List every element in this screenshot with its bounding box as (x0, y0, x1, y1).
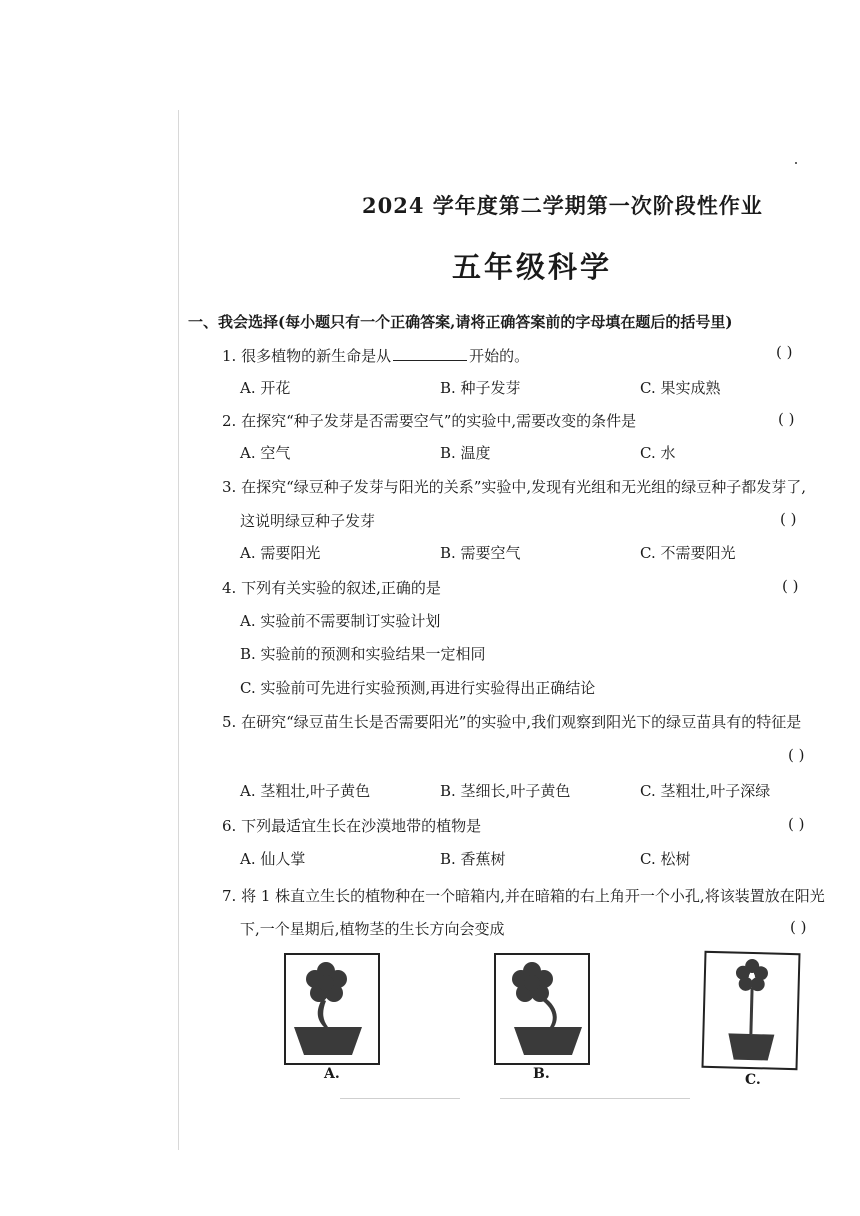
q1-option-b: B. 种子发芽 (440, 379, 521, 397)
scan-speck (795, 162, 797, 164)
plant-curving-left-icon (286, 955, 378, 1063)
q1-option-c: C. 果实成熟 (640, 379, 721, 397)
q5-option-a: A. 茎粗壮,叶子黄色 (240, 782, 371, 800)
question-1-text-after: 开始的。 (469, 347, 530, 365)
figure-b-box[interactable] (494, 953, 590, 1065)
q5-option-b: B. 茎细长,叶子黄色 (440, 782, 571, 800)
q2-option-b: B. 温度 (440, 444, 491, 462)
answer-paren-5[interactable]: ( ) (788, 746, 805, 764)
figure-a-box[interactable] (284, 953, 380, 1065)
answer-paren-4[interactable]: ( ) (782, 577, 799, 595)
q6-option-c: C. 松树 (640, 850, 691, 868)
question-1 (222, 345, 529, 366)
figure-a-label: A. (324, 1066, 340, 1082)
faint-footer-mark (340, 1098, 460, 1099)
section-heading: 一、我会选择(每小题只有一个正确答案,请将正确答案前的字母填在题后的括号里) (188, 313, 733, 331)
answer-paren-3[interactable]: ( ) (780, 510, 797, 528)
exam-title: 2024 学年度第二学期第一次阶段性作业 (362, 193, 763, 218)
answer-paren-2[interactable]: ( ) (778, 410, 795, 428)
q1-option-a: A. 开花 (240, 379, 291, 397)
q3-option-c: C. 不需要阳光 (640, 544, 736, 562)
q4-option-c: C. 实验前可先进行实验预测,再进行实验得出正确结论 (240, 679, 596, 697)
question-4: 4. 下列有关实验的叙述,正确的是 (222, 579, 441, 597)
figure-c-box[interactable] (701, 951, 800, 1070)
q4-option-b: B. 实验前的预测和实验结果一定相同 (240, 645, 486, 663)
question-1-blank[interactable] (393, 346, 467, 361)
answer-paren-6[interactable]: ( ) (788, 815, 805, 833)
answer-paren-7[interactable]: ( ) (790, 918, 807, 936)
q6-option-b: B. 香蕉树 (440, 850, 506, 868)
q3-option-b: B. 需要空气 (440, 544, 521, 562)
question-7-line-1: 7. 将 1 株直立生长的植物种在一个暗箱内,并在暗箱的右上角开一个小孔,将该装置放在阳光 (222, 887, 825, 905)
question-3-line-2: 这说明绿豆种子发芽 (240, 512, 376, 530)
q5-option-c: C. 茎粗壮,叶子深绿 (640, 782, 771, 800)
question-6: 6. 下列最适宜生长在沙漠地带的植物是 (222, 817, 482, 835)
question-7-line-2: 下,一个星期后,植物茎的生长方向会变成 (240, 920, 505, 938)
answer-paren-1[interactable]: ( ) (776, 343, 793, 361)
q2-option-c: C. 水 (640, 444, 676, 462)
plant-curving-right-icon (496, 955, 588, 1063)
question-3-line-1: 3. 在探究“绿豆种子发芽与阳光的关系”实验中,发现有光组和无光组的绿豆种子都发芽了, (222, 478, 806, 496)
figure-b-label: B. (533, 1066, 550, 1082)
faint-footer-mark (500, 1098, 690, 1099)
question-2: 2. 在探究“种子发芽是否需要空气”的实验中,需要改变的条件是 (222, 412, 637, 430)
subject-title: 五年级科学 (452, 250, 613, 284)
scan-edge-line (178, 110, 179, 1150)
question-5: 5. 在研究“绿豆苗生长是否需要阳光”的实验中,我们观察到阳光下的绿豆苗具有的特征是 (222, 713, 802, 731)
plant-upright-icon (704, 953, 799, 1068)
q4-option-a: A. 实验前不需要制订实验计划 (240, 612, 441, 630)
figure-c-label: C. (745, 1072, 761, 1088)
q3-option-a: A. 需要阳光 (240, 544, 321, 562)
q2-option-a: A. 空气 (240, 444, 291, 462)
q6-option-a: A. 仙人掌 (240, 850, 306, 868)
question-1-text-before: 1. 很多植物的新生命是从 (222, 347, 392, 365)
